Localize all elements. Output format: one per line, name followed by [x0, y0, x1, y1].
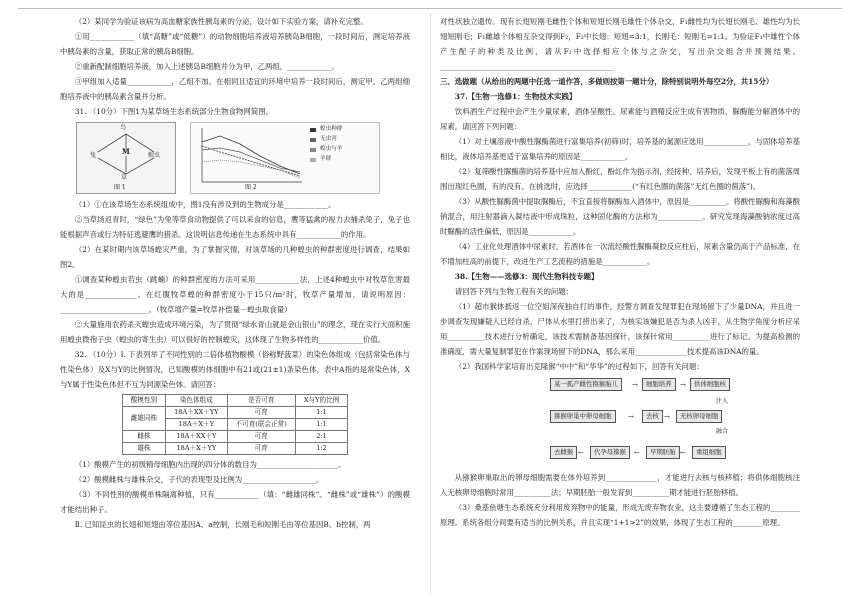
left-column: [60, 14, 410, 532]
table-cell: 18A＋X＋YY: [166, 443, 227, 455]
flow-label: 融合: [716, 428, 729, 435]
question-37: 37.【生物一选修1：生物技术实践】: [454, 92, 577, 101]
paragraph: ①调查某种蝗虫若虫（跳蝻）的种群密度的方法可采用____________法，上述4种蝗虫中对牧草危害最大的是______________。在红腹牧草蝗的种群密度小于15只/m²时，牧草产量增加，请说明原因：________________________。（牧草增产量=牧草补偿量－蝗虫取食量）: [60, 275, 410, 314]
paragraph: ②大量施用农药杀灭蝗虫造成环境污染，为了贯彻“绿水青山就是金山银山”的理念，现在实行大面积施用蝗虫微孢子虫（蝗虫的寄生虫）可以很好的控制蝗灾，这体现了生物多样性的____________价值。: [60, 320, 410, 344]
table-cell: 可育: [227, 431, 295, 443]
table-cell: 可育: [227, 407, 295, 419]
paragraph: ③甲组加入适量____________，乙组不加。在相同且适宜的环境中培养一段时间后，测定甲、乙两组细胞培养液中的胰岛素含量并分析。: [60, 77, 410, 101]
paragraph: 对性状独立遗传。现有长翅短刚毛雌性个体和短翅长刚毛雄性个体杂交，F₁雌性均为长翅长刚毛、雄性均为长翅短刚毛；F₁雌雄个体相互杂交得到F₂，F₂中长翅：短翅=3:1，长刚毛：短刚毛=1:1。为验证F₁中雄性个体产生配子的种类及比例，请从F₂中选择相应个体与之杂交，写出杂交组合并预测结果。_______________________________________________: [440, 17, 800, 71]
table-cell: 雄株: [122, 443, 165, 455]
table-header: 酸模性别: [122, 395, 165, 407]
cloning-flow-diagram: [550, 376, 750, 468]
arrow-icon: ←: [680, 449, 686, 457]
table-cell: 18A＋X＋Y: [166, 419, 227, 431]
question-38: 38.【生物——选修3：现代生物科技专题】: [454, 272, 599, 281]
density-chart-figure: [190, 122, 380, 194]
paragraph: 从猕猴卵巢取出的卵母细胞需要在体外培养到______________，才能进行去核与核移植；将供体细胞核注入无核卵母细胞时常用__________法；早期胚胎一般发育到__________期才能进行胚胎移植。: [440, 473, 800, 497]
arrow-icon: →: [664, 413, 670, 421]
paragraph: ②当草场返青时，“绿色”为兔等草食动物提供了可以采食的信息，鹰等猛禽的视力去捕杀兔子，兔子也能根据声音或行为特征逃避鹰的猎杀。这说明信息传递在生态系统中具有____________的作用。: [60, 215, 410, 239]
arrow-icon: ←: [578, 449, 584, 457]
legend-label: 羊群: [320, 156, 332, 162]
food-web-node: 兔: [90, 152, 97, 159]
table-cell: 可育: [227, 443, 295, 455]
paragraph: （1）①在该草场生态系统组成中，图1没有涉及到的生物成分是____________。: [74, 200, 336, 209]
paragraph: （3）桑基鱼塘生态系统充分利用废弃物中的能量，形成无废弃物农业，这主要遵循了生态工程的________原理。系统各组分间要有适当的比例关系，并且实现“1+1>2”的效果，体现了生态工程的________原理。: [440, 503, 800, 527]
flow-label: 注入: [716, 398, 729, 405]
flow-box: 某一孤产雌性猕猴胎儿: [550, 378, 622, 391]
table-cell: 不可育(联会正常): [227, 419, 295, 431]
paragraph: （1）酸模产生的初级精母细胞内出现的四分体的数目为______________________。: [74, 460, 346, 469]
table-cell: 1:2: [295, 443, 347, 455]
table-cell: 雌雄同株: [122, 407, 165, 431]
paragraph: 饮料酒生产过程中会产生少量尿素，酒体呈酸性。尿素能与酒精反应生成有害物质，脲酶能分解酒体中的尿素。请回答下列问题：: [440, 107, 800, 131]
table-cell: 2:1: [295, 431, 347, 443]
question-31: 31. （10分）下图1为某草场生态系统部分生物食物网简图。: [74, 107, 273, 116]
arrow-icon: ←: [634, 449, 640, 457]
table-cell: 雌株: [122, 431, 165, 443]
flow-box: 重组细胞: [692, 446, 726, 459]
paragraph: ②重新配制细胞培养液，加入上述胰岛B细胞并分为甲，乙两组，____________。: [74, 62, 339, 71]
figure-caption: 图 2: [245, 184, 257, 191]
arrow-icon: →: [680, 381, 686, 389]
figures: [76, 122, 410, 194]
top-rule: [18, 8, 842, 9]
paragraph: （2）我国科学家培育出克隆猴“中中”和“华华”的过程如下，回答有关问题：: [454, 362, 704, 371]
arrow-icon: →: [632, 381, 638, 389]
column-divider: [430, 14, 431, 594]
paragraph: Ⅱ. 已知昆虫的长翅和短翅由等位基因A、a控制，长刚毛和短刚毛由等位基因B、b控制，两: [74, 520, 371, 529]
legend-label: 无虫害: [320, 136, 337, 142]
legend-label: 蝗虫种群: [320, 126, 343, 132]
paragraph: （2）复筛酸性脲酶菌的培养基中应加入酚红，酚红作为指示剂，经接种、培养后，发现平板上有的菌落周围出现红色圈，有的没有。在挑选时，应选择____________(“有红色圈的菌落”无红色圈的菌落”)。: [440, 167, 800, 191]
paragraph: （3）从酸性脲酶菌中提取脲酶后，不宜直接将脲酶加入酒体中，原因是__________。将酸性脲酶和海藻酸钠混合，用注射器滴入凝结液中形成珠粒，这种固化酶的方法称为____________。研究发现海藻酸钠浓度过高时脲酶的活性偏低，原因是____________。: [440, 197, 800, 236]
table-cell: 18A＋XX＋YY: [166, 407, 227, 419]
section-heading: 三、选做题（从给出的两题中任选一道作答，多做则按第一题计分，除特别说明外每空2分，共15分）: [440, 77, 774, 86]
paragraph: （2）酸模雌株与雄株杂交，子代的表现型及比例为____________________。: [74, 475, 324, 484]
arrow-icon: →: [628, 413, 634, 421]
flow-box: 代孕母猕猴: [590, 446, 630, 459]
figure-caption: 图 1: [114, 184, 126, 191]
table-cell: 18A＋XX＋Y: [166, 431, 227, 443]
flow-box: 去核: [642, 410, 663, 423]
flow-box: 细胞培养: [642, 378, 676, 391]
food-web-node: M: [122, 147, 130, 156]
paragraph: ①用____________（填“高糖”或“低糖”）的动物细胞培养液培养胰岛B细胞，一段时间后，测定培养液中胰岛素的含量，获取正常的胰岛B细胞。: [60, 32, 410, 56]
food-web-node: 草: [121, 174, 128, 181]
flow-box: 猕猴卵巢中卵母细胞: [550, 410, 616, 423]
flow-box: 供体细胞核: [690, 378, 730, 391]
table-header: 是否可育: [227, 395, 295, 407]
table-header: 染色体组成: [166, 395, 227, 407]
question-32: 32. （10分）I. 下表列举了不同性别的二倍体植物酸模（俗称野菠菜）的染色体组成（包括常染色体与性染色体）及X与Y的比例情况，已知酸模的体细胞中有21或(21±1)条染色体，表中A指的是常染色体，X与Y属于性染色体但不互为同源染色体。请回答：: [60, 350, 410, 389]
paragraph: （2）某同学为验证该病为高血糖家族性胰岛素的分泌，设计如下实验方案，请补充完整。: [74, 17, 368, 26]
food-web-node: 鸟: [120, 124, 127, 131]
table-row: [122, 431, 348, 443]
paragraph: （3）不同性别的酸模单株隔离种植，只有____________（填：“雌雄同株”、“雌株”或“雄株”）的酸模才能结出种子。: [60, 490, 410, 514]
paragraph: （4）工业化处理酒体中尿素时，若酒体在一次流经酸性脲酶凝胶反应柱后，尿素含量仍高于产品标准，在不增加柱高的前提下，改进生产工艺流程的措施是____________。: [440, 242, 800, 266]
table-cell: 1:1: [295, 407, 347, 419]
table-cell: 1:1: [295, 419, 347, 431]
legend-label: 蝗虫与羊: [320, 146, 343, 152]
paragraph: 请回答下列与生物工程有关的问题：: [454, 287, 574, 296]
chromosome-table: [122, 394, 349, 455]
paragraph: （1）对土壤溶液中酸性脲酶菌进行富集培养(初筛)时，培养基的氮源应选用____________，与固体培养基相比，液体培养基更适于富集培养的原因是____________。: [440, 137, 800, 161]
table-row: [122, 407, 348, 419]
flow-box: 无核卵母细胞: [676, 410, 722, 423]
table-row: [122, 443, 348, 455]
right-column: [440, 14, 800, 530]
food-web-figure: [76, 122, 176, 194]
density-chart: [190, 122, 380, 194]
paragraph: （1）超市猴体抵返一位空姐深夜独自打的事件，经警方调查发现罪犯在现场留下了少量DNA，并且进一步调查发现嫌疑人已经自杀，尸体从水里打捞出来了，为核实该嫌犯是否为杀人凶手，从生物学角度分析应采用__________技术进行分析确定，该技术需制备基因探针，该探针常用__________进行了标记。为提高检测的准确度，需大量复制罪犯在作案现场留下的DNA，那么采用______________技术提高该DNA的量。: [440, 302, 800, 356]
table-header: X与Y的比例: [295, 395, 347, 407]
food-web-node: 蝗虫: [148, 152, 161, 159]
flow-box: 去雌猴: [550, 446, 577, 459]
paragraph: （2）在某时期内该草场蝗灾严重，为了掌握灾情，对该草场的几种蝗虫的种群密度进行调查，结果如图2。: [60, 245, 410, 269]
flow-box: 早期胚胎: [646, 446, 680, 459]
table-header-row: [122, 395, 348, 407]
